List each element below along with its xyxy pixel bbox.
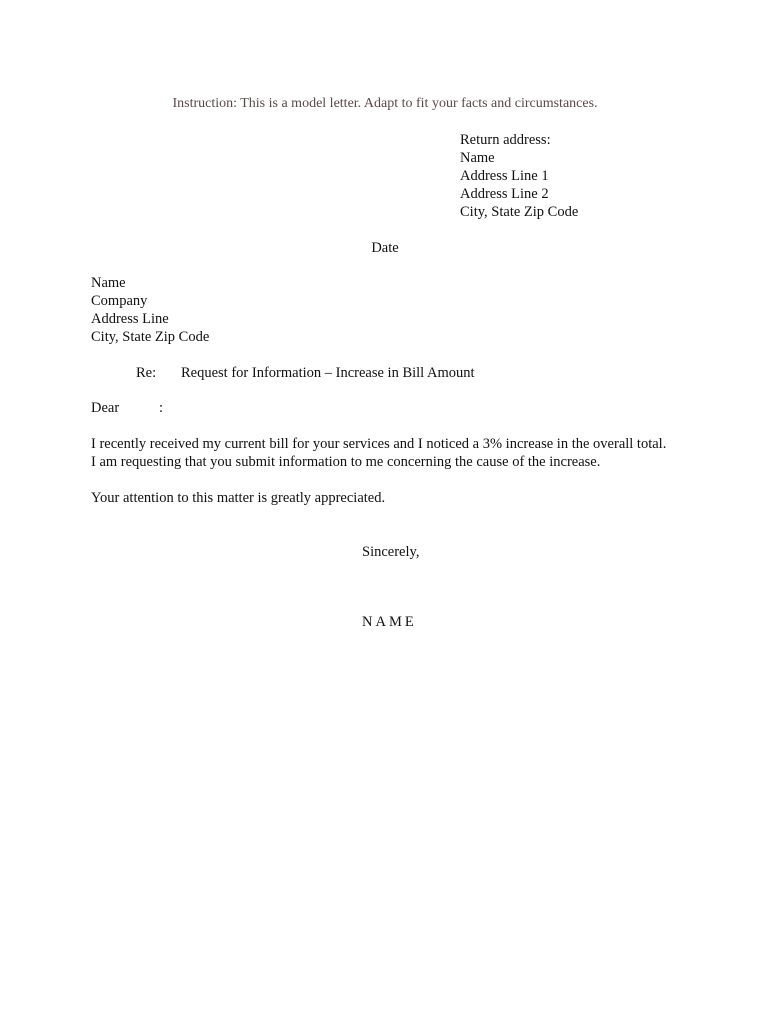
return-address-label: Return address: <box>460 132 551 148</box>
re-label: Re: <box>136 365 157 381</box>
return-address-block <box>460 131 578 221</box>
recipient-address-block <box>91 274 209 346</box>
body-paragraph-1-line: I recently received my current bill for your services and I noticed a 3% increase in the overall total. <box>91 436 667 452</box>
instruction-text: Instruction: This is a model letter. Adapt to fit your facts and circumstances. <box>172 96 598 111</box>
return-address-city-state-zip: City, State Zip Code <box>460 204 579 220</box>
recipient-address-line: Address Line <box>91 311 169 327</box>
salutation-word: Dear <box>91 400 120 416</box>
recipient-company: Company <box>91 293 148 309</box>
recipient-city-state-zip: City, State Zip Code <box>91 329 210 345</box>
recipient-name: Name <box>91 275 126 291</box>
body-paragraph-2: Your attention to this matter is greatly appreciated. <box>91 490 386 506</box>
re-subject: Request for Information – Increase in Bill Amount <box>181 365 475 381</box>
closing-text: Sincerely, <box>362 544 420 560</box>
signature-name: NAME <box>362 614 417 630</box>
body-paragraph-1 <box>91 435 666 471</box>
body-paragraph-1-line: I am requesting that you submit information to me concerning the cause of the increase. <box>91 454 601 470</box>
letter-date: Date <box>371 240 399 256</box>
return-address-line2: Address Line 2 <box>460 186 549 202</box>
salutation-colon: : <box>159 400 164 416</box>
return-address-line1: Address Line 1 <box>460 168 549 184</box>
return-address-name: Name <box>460 150 495 166</box>
